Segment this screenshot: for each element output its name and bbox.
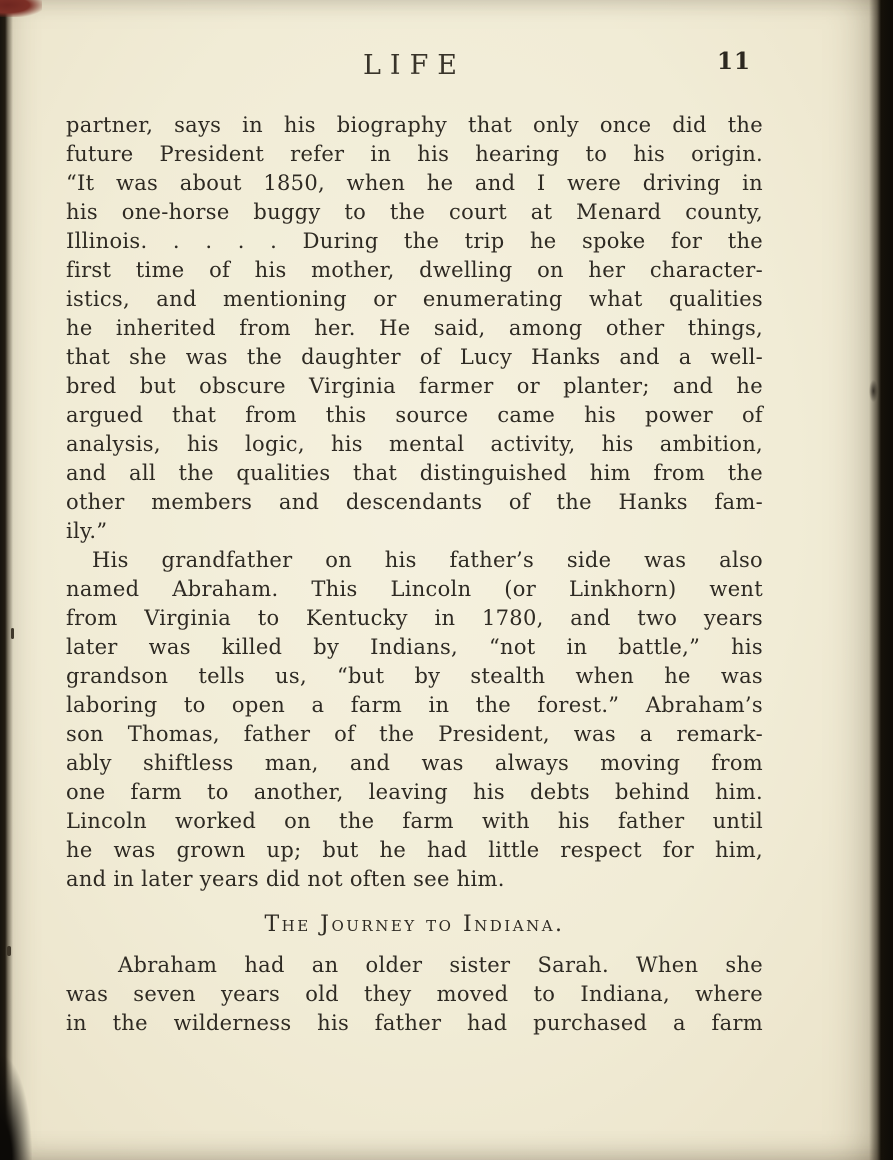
paragraph-2 <box>66 546 763 894</box>
text-line: bred but obscure Virginia farmer or planter; and he <box>66 374 763 398</box>
text-line: laboring to open a farm in the forest.” Abraham’s <box>66 693 763 717</box>
text-line: was seven years old they moved to Indiana, where <box>66 982 763 1006</box>
text-line: and in later years did not often see him. <box>66 867 505 891</box>
text-line: future President refer in his hearing to his origin. <box>66 142 763 166</box>
text-line: “It was about 1850, when he and I were driving in <box>66 171 763 195</box>
page-header <box>66 0 763 81</box>
text-line: argued that from this source came his power of <box>66 403 763 427</box>
scan-corner-mark <box>0 0 42 17</box>
text-line: named Abraham. This Lincoln (or Linkhorn) went <box>66 577 763 601</box>
text-line: ably shiftless man, and was always moving from <box>66 751 763 775</box>
scan-bottom-left-shadow <box>0 1056 32 1160</box>
scan-speck <box>869 380 878 402</box>
text-line: grandson tells us, “but by stealth when he was <box>66 664 763 688</box>
text-line: Illinois. . . . . During the trip he spoke for the <box>66 229 763 253</box>
text-line: istics, and mentioning or enumerating what qualities <box>66 287 763 311</box>
running-title: LIFE <box>362 50 467 81</box>
scan-edge-left <box>0 0 13 1160</box>
text-line: later was killed by Indians, “not in battle,” his <box>66 635 763 659</box>
text-line: he was grown up; but he had little respect for him, <box>66 838 763 862</box>
page-number: 11 <box>716 48 751 75</box>
text-line: son Thomas, father of the President, was a remark- <box>66 722 763 746</box>
text-line: other members and descendants of the Hanks fam- <box>66 490 763 514</box>
body-text <box>66 111 763 1038</box>
text-line: Abraham had an older sister Sarah. When she <box>118 953 763 977</box>
text-line: His grandfather on his father’s side was also <box>92 548 763 572</box>
scan-speck <box>7 946 11 956</box>
text-line: that she was the daughter of Lucy Hanks and a well- <box>66 345 763 369</box>
text-line: analysis, his logic, his mental activity, his ambition, <box>66 432 763 456</box>
paragraph-3 <box>66 951 763 1038</box>
section-heading: The Journey to Indiana. <box>264 912 565 937</box>
text-line: ily.” <box>66 519 108 543</box>
scan-speck <box>11 628 14 639</box>
text-line: his one-horse buggy to the court at Menard county, <box>66 200 763 224</box>
text-line: partner, says in his biography that only once did the <box>66 113 763 137</box>
paragraph-1 <box>66 111 763 546</box>
scan-edge-right <box>869 0 893 1160</box>
text-line: one farm to another, leaving his debts behind him. <box>66 780 763 804</box>
text-line: and all the qualities that distinguished him from the <box>66 461 763 485</box>
text-line: he inherited from her. He said, among other things, <box>66 316 763 340</box>
text-line: in the wilderness his father had purchased a farm <box>66 1011 763 1035</box>
text-line: from Virginia to Kentucky in 1780, and two years <box>66 606 763 630</box>
text-line: Lincoln worked on the farm with his father until <box>66 809 763 833</box>
text-line: first time of his mother, dwelling on her character- <box>66 258 763 282</box>
